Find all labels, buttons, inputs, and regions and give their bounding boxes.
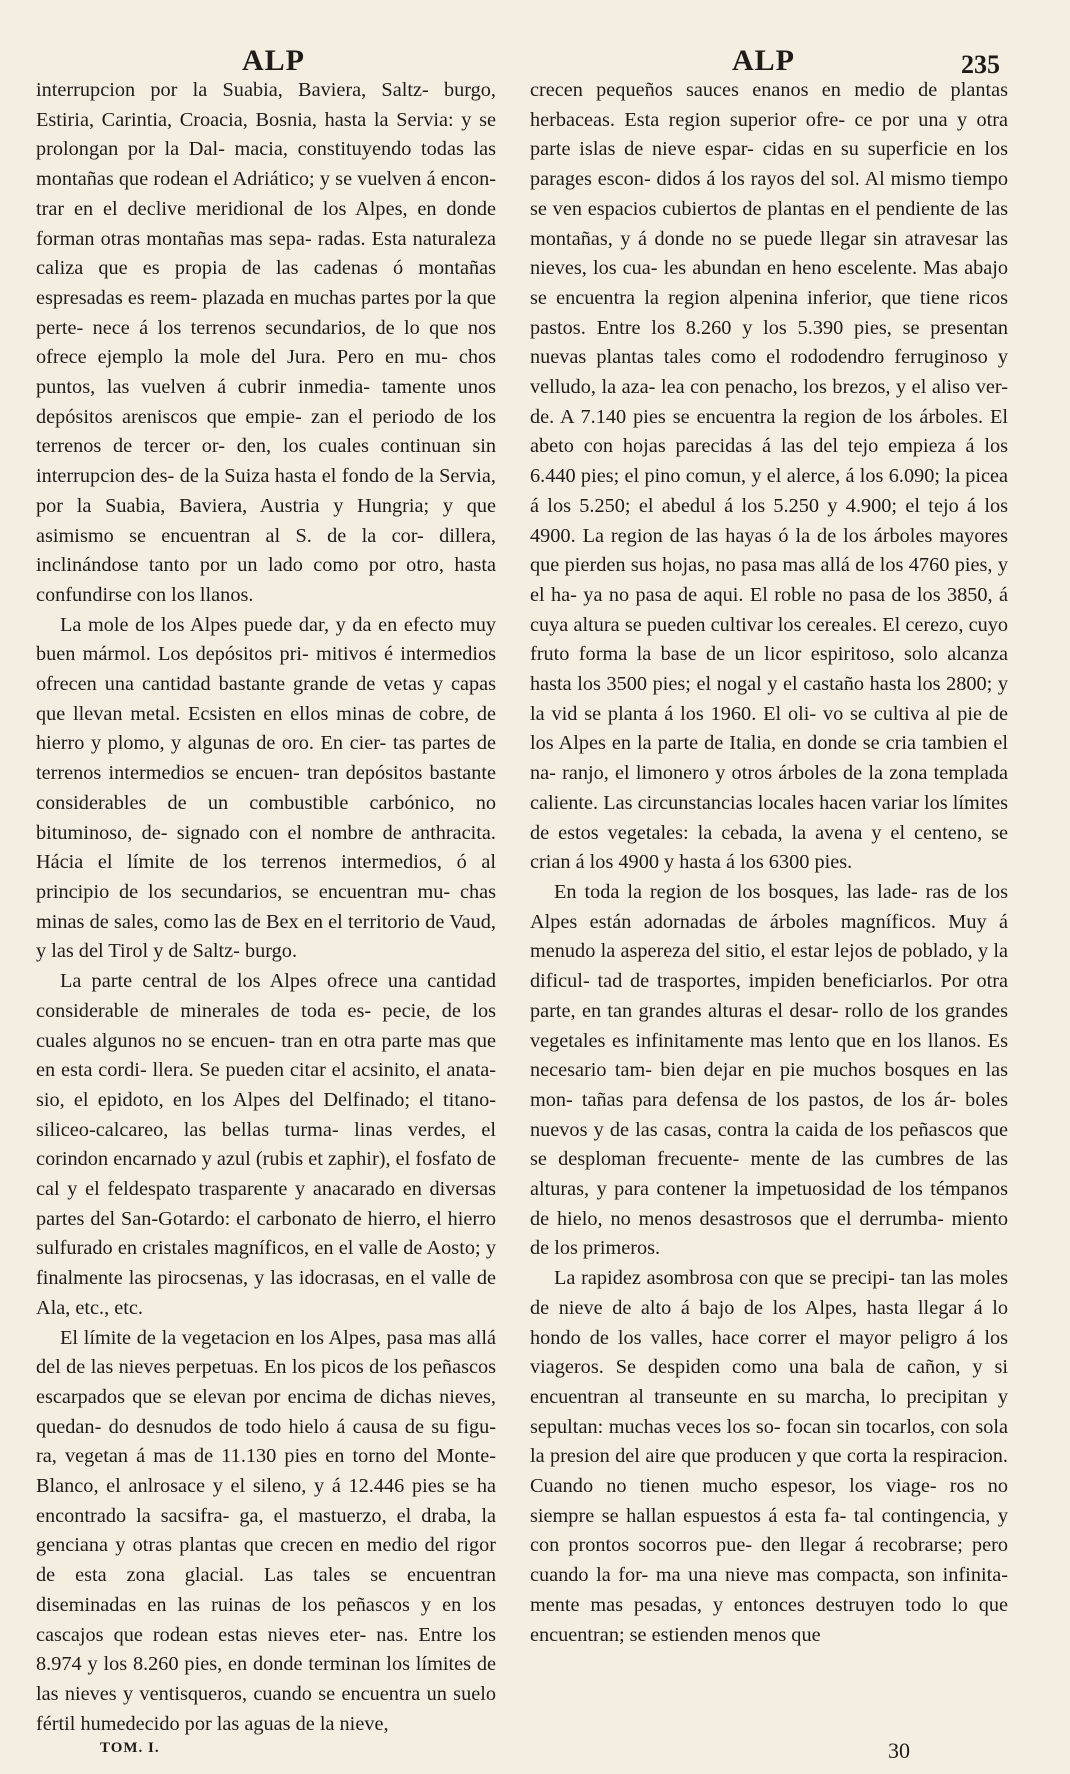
paragraph: En toda la region de los bosques, las lade- ras de los Alpes están adornadas de árboles magníficos. Muy á menudo la aspereza del sitio, el estar lejos de poblado, y la dificul- tad de trasportes, impiden beneficiarlos. Por otra parte, en tan grandes alturas el desar- rollo de los grandes vegetales es infinitamente mas lento que en los llanos. Es necesario tam- bien dejar en pie muchos bosques en las mon- tañas para defensa de los pastos, de los ár- boles nuevos y de las casas, contra la caida de los peñascos que se desploman frecuente- mente de las cumbres de las alturas, y para contener la impetuosidad de los témpanos de hielo, no menos desastrosos que el derrumba- miento de los primeros. bbox=[530, 880, 1008, 1260]
paragraph: El límite de la vegetacion en los Alpes, pasa mas allá del de las nieves perpetuas. En los picos de los peñascos escarpados que se elevan por encima de dichas nieves, quedan- do desnudos de todo hielo á causa de su figu- ra, vegetan á mas de 11.130 pies en torno del Monte-Blanco, el anlrosace y el sileno, y á 12.446 pies se ha encontrado la sacsifra- ga, el mastuerzo, el draba, la genciana y otras plantas que crecen en medio del rigor de esta zona glacial. Las tales se encuentran diseminadas en las ruinas de los peñascos y en los cascajos que rodean estas nieves eter- nas. Entre los 8.974 y los 8.260 pies, en donde terminan los límites de las nieves y ventisqueros, cuando se encuentra un suelo fértil humedecido por las aguas de la nieve, bbox=[36, 1326, 496, 1735]
running-head-left: ALP bbox=[242, 44, 305, 77]
paragraph: interrupcion por la Suabia, Baviera, Saltz- burgo, Estiria, Carintia, Croacia, Bosnia, hasta la Servia: y se prolongan por la Dal- macia, constituyendo todas las montañas que rodean el Adriático; y se vuelven á encon- trar en el declive meridional de los Alpes, en donde forman otras montañas mas sepa- radas. Esta naturaleza caliza que es propia de las cadenas ó montañas espresadas es reem- plazada en muchas partes por la que perte- nece á los terrenos secundarios, de lo que nos ofrece ejemplo la mole del Jura. Pero en mu- chos puntos, las vuelven á cubrir inmedia- tamente unos depósitos areniscos que empie- zan el periodo de los terrenos de tercer or- den, los cuales continuan sin interrupcion des- de la Suiza hasta el fondo de la Servia, por la Suabia, Baviera, Austria y Hungria; y que asimismo se encuentran al S. de la cor- dillera, inclinándose tanto por un lado como por otro, hasta confundirse con los llanos. bbox=[36, 79, 496, 606]
volume-mark: TOM. I. bbox=[100, 1740, 160, 1756]
paragraph: La rapidez asombrosa con que se precipi- tan las moles de nieve de alto á bajo de los Alpes, hasta llegar á lo hondo de los valles, hace correr el mayor peligro á los viageros. Se despiden como una bala de cañon, y si encuentran al transeunte en su marcha, lo precipitan y sepultan: muchas veces los so- focan sin tocarlos, con sola la presion del aire que producen y que corta la respiracion. Cuando no tienen mucho espesor, los viage- ros no siempre se hallan espuestos á esta fa- tal contingencia, y con prontos socorros pue- den llegar á recobrarse; pero cuando la for- ma una nieve mas compacta, son infinita- mente mas pesadas, y entonces destruyen todo lo que encuentran; se estienden menos que bbox=[530, 1267, 1008, 1646]
running-head-right: ALP bbox=[732, 44, 795, 77]
paragraph: La mole de los Alpes puede dar, y da en efecto muy buen mármol. Los depósitos pri- mitivos é intermedios ofrecen una cantidad bastante grande de vetas y capas que llevan metal. Ecsisten en ellos minas de cobre, de hierro y plomo, y algunas de oro. En cier- tas partes de terrenos intermedios se encuen- tran depósitos bastante considerables de un combustible carbónico, no bituminoso, de- signado con el nombre de anthracita. Hácia el límite de los terrenos intermedios, ó al principio de los secundarios, se encuentran mu- chas minas de sales, como las de Bex en el territorio de Vaud, y las del Tirol y de Saltz- burgo. bbox=[36, 613, 496, 963]
paragraph: La parte central de los Alpes ofrece una cantidad considerable de minerales de toda es- pecie, de los cuales algunos no se encuen- tran en otra parte mas que en esta cordi- llera. Se pueden citar el acsinito, el anata- sio, el epidoto, en los Alpes del Delfinado; el titano-siliceo-calcareo, las bellas turma- linas verdes, el corindon encarnado y azul (rubis et zaphir), el fosfato de cal y el feldespato trasparente y anacarado en diversas partes del San-Gotardo: el carbonato de hierro, el hierro sulfurado en cristales magníficos, en el valle de Aosto; y finalmente las pirocsenas, y las idocrasas, en el valle de Ala, etc., etc. bbox=[36, 970, 496, 1319]
paragraph: crecen pequeños sauces enanos en medio de plantas herbaceas. Esta region superior ofre- ce por una y otra parte islas de nieve espar- cidas en su superficie en los parages escon- didos á los rayos del sol. Al mismo tiempo se ven espacios cubiertos de plantas en el pendiente de las montañas, y á donde no se puede llegar sin atravesar las nieves, los cua- les abundan en heno escelente. Mas abajo se encuentra la region alpenina inferior, que tiene ricos pastos. Entre los 8.260 y los 5.390 pies, se presentan nuevas plantas tales como el rododendro ferruginoso y velludo, la aza- lea con penacho, los brezos, y el aliso ver- de. A 7.140 pies se encuentra la region de los árboles. El abeto con hojas parecidas á las del tejo empieza á los 6.440 pies; el pino comun, y el alerce, á los 6.090; la picea á los 5.250; el abedul á los 5.250 y 4.900; el tejo á los 4900. La region de las hayas ó la de los árboles mayores que pierden sus hojas, no pasa mas allá de los 4760 pies, y el ha- ya no pasa de aqui. El roble no pasa de los 3850, á cuya altura se pueden cultivar los cereales. El cerezo, cuyo fruto forma la base de un licor espiritoso, solo alcanza hasta los 3500 pies; el nogal y el castaño hasta los 2800; y la vid se planta á los 1960. El oli- vo se cultiva al pie de los Alpes en la parte de Italia, en donde se cria tambien el na- ranjo, el limonero y otros árboles de la zona templada caliente. Las circunstancias locales hacen variar los límites de estos vegetales: la cebada, la avena y el centeno, se crian á los 4900 y hasta á los 6300 pies. bbox=[530, 79, 1008, 874]
signature-mark: 30 bbox=[888, 1738, 910, 1763]
left-column bbox=[36, 76, 496, 1739]
right-column bbox=[530, 76, 1008, 1650]
page-number: 235 bbox=[961, 50, 1000, 79]
